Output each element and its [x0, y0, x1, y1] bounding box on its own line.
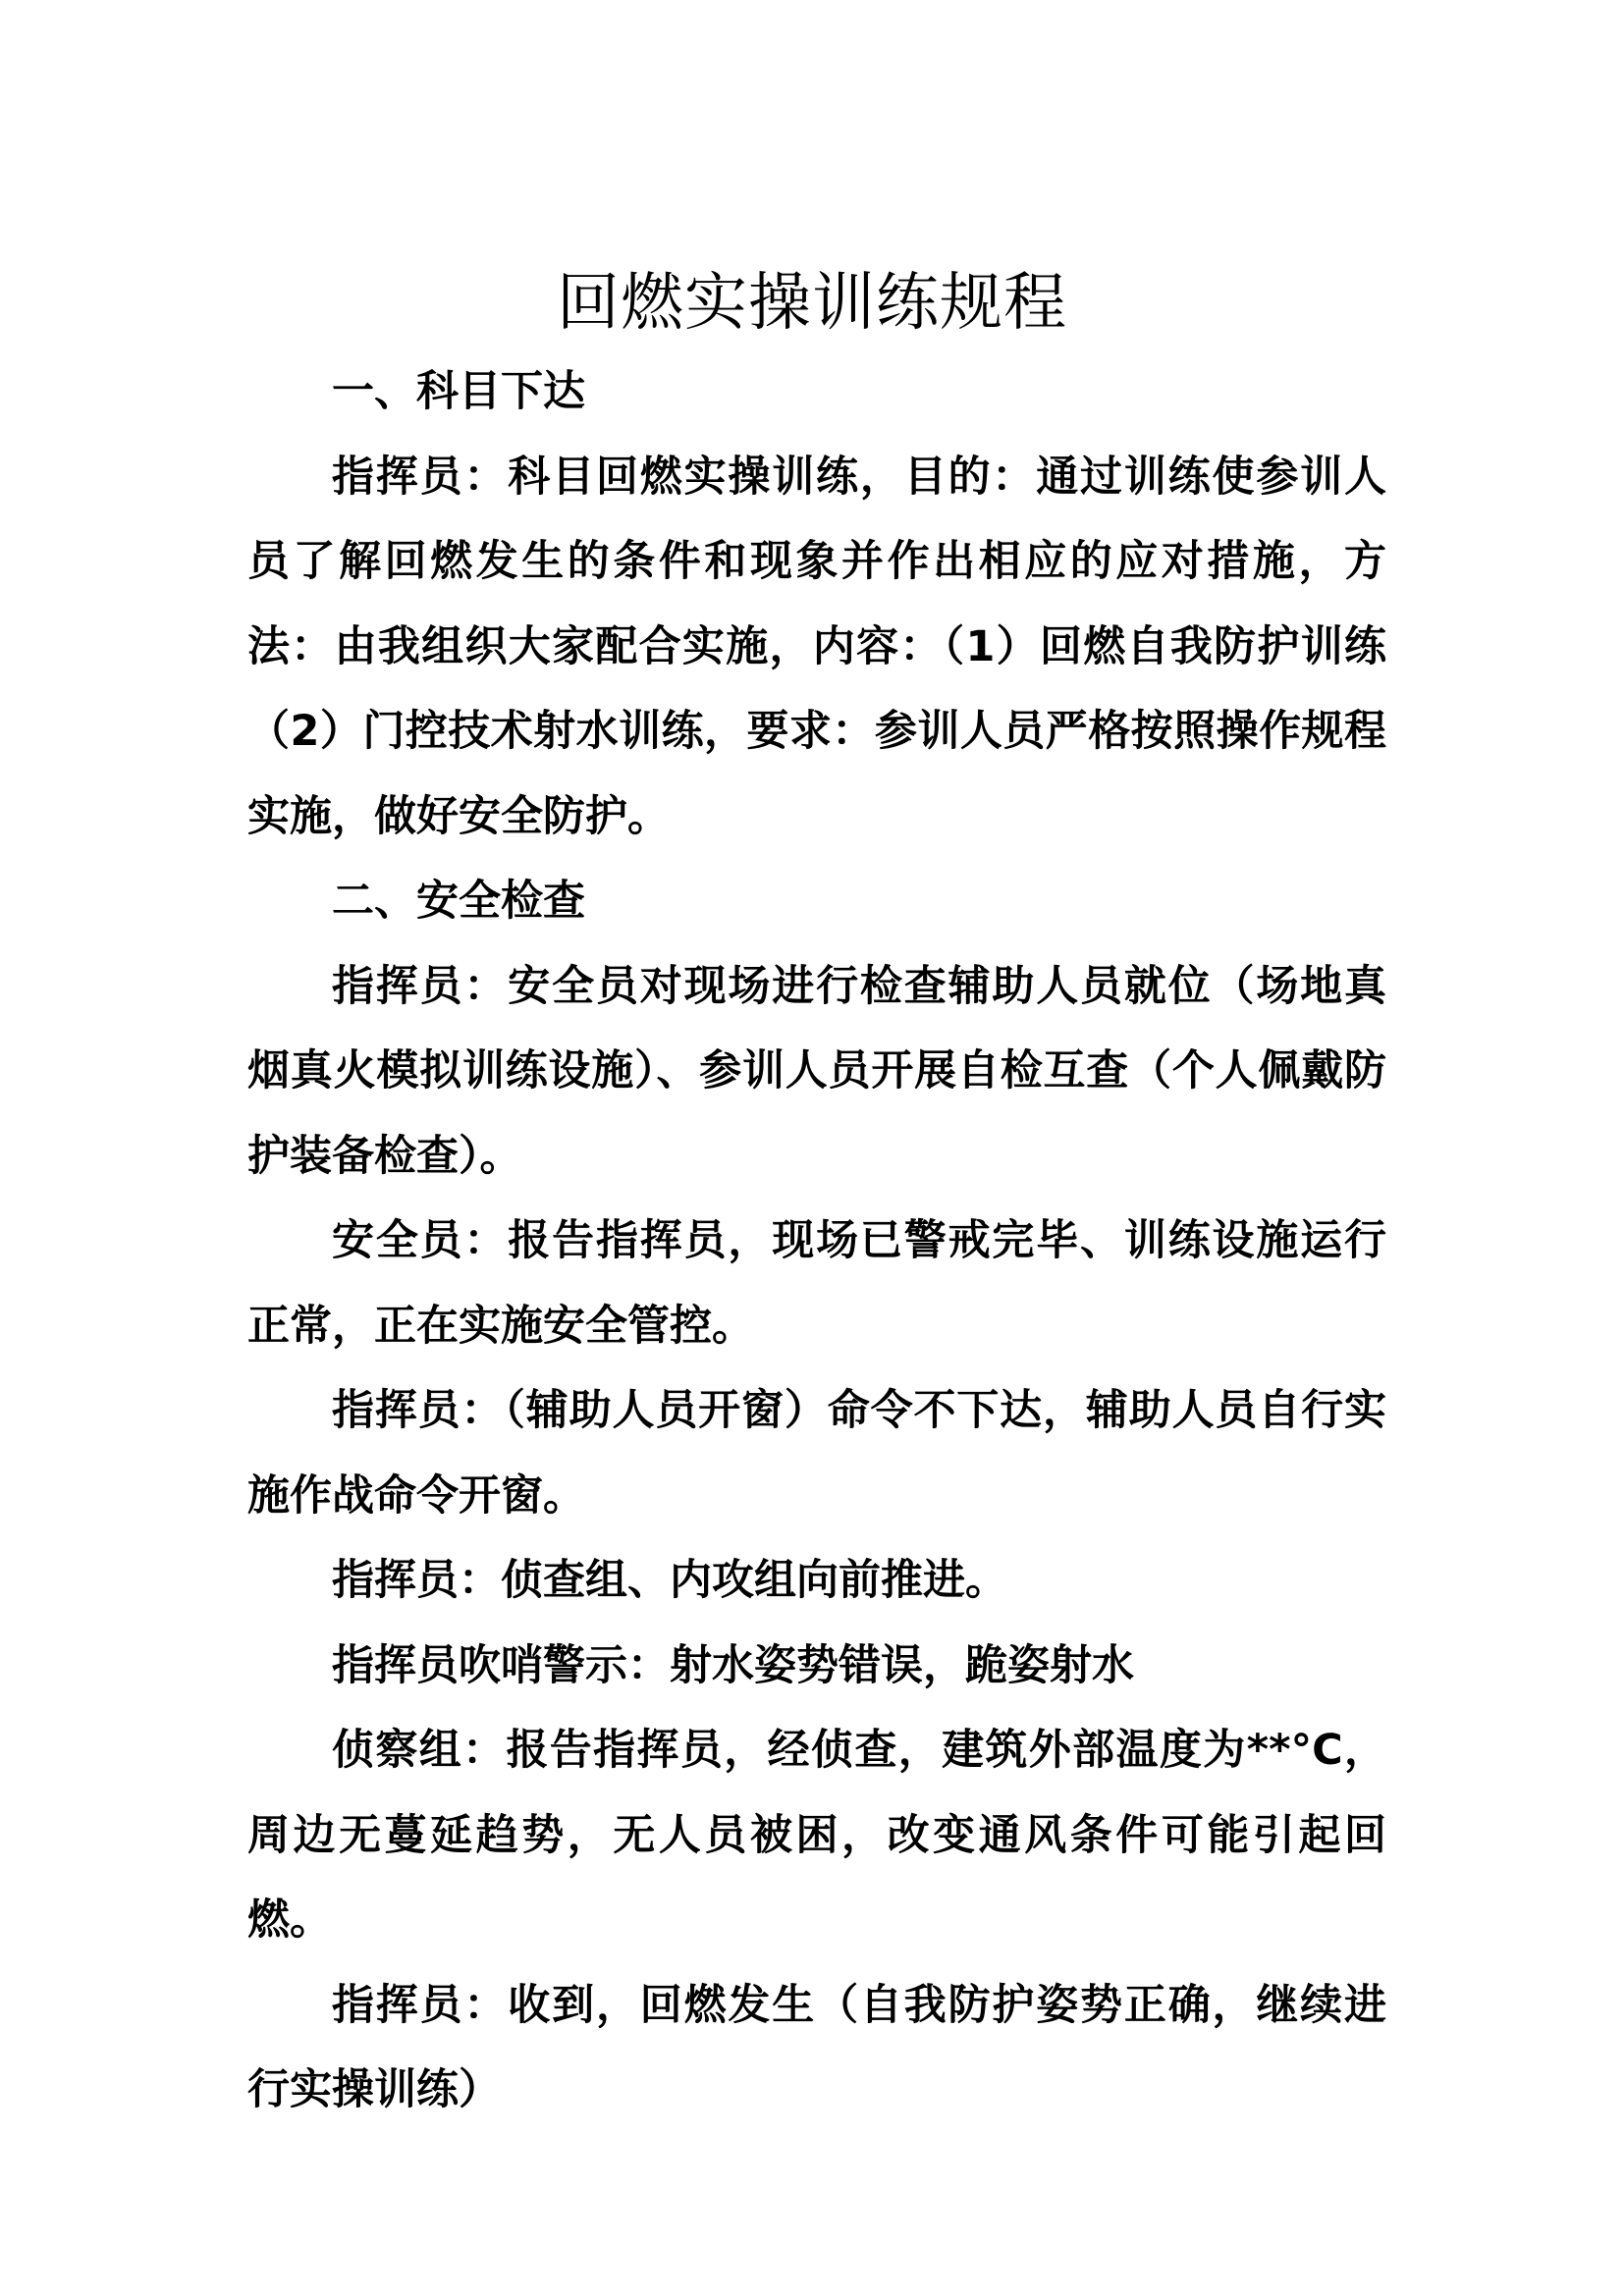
- section-safety-check: [247, 859, 1386, 2133]
- paragraph: 指挥员：安全员对现场进行检查辅助人员就位（场地真烟真火模拟训练设施）、参训人员开展自检互查（个人佩戴防护装备检查）。: [247, 961, 1386, 1181]
- section-heading: 二、安全检查: [332, 877, 585, 926]
- document-body: [247, 349, 1386, 2133]
- paragraph: 侦察组：报告指挥员，经侦查，建筑外部温度为**°C，周边无蔓延趋势，无人员被困，改变通风条件可能引起回燃。: [247, 1726, 1386, 1945]
- section-heading: 一、科目下达: [332, 367, 585, 416]
- paragraph: 指挥员：科目回燃实操训练，目的：通过训练使参训人员了解回燃发生的条件和现象并作出相应的应对措施，方法：由我组织大家配合实施，内容：（1）回燃自我防护训练（2）门控技术射水训练，要求：参训人员严格按照操作规程实施，做好安全防护。: [247, 452, 1386, 841]
- section-assignment: [247, 349, 1386, 859]
- paragraph: 安全员：报告指挥员，现场已警戒完毕、训练设施运行正常，正在实施安全管控。: [247, 1216, 1386, 1351]
- document-title: 回燃实操训练规程: [557, 266, 1067, 340]
- paragraph: 指挥员吹哨警示：射水姿势错误，跪姿射水: [332, 1640, 1134, 1690]
- paragraph: 指挥员：（辅助人员开窗）命令不下达，辅助人员自行实施作战命令开窗。: [247, 1386, 1386, 1521]
- paragraph: 指挥员：侦查组、内攻组向前推进。: [332, 1556, 1007, 1605]
- paragraph: 指挥员：收到，回燃发生（自我防护姿势正确，继续进行实操训练）: [247, 1980, 1386, 2114]
